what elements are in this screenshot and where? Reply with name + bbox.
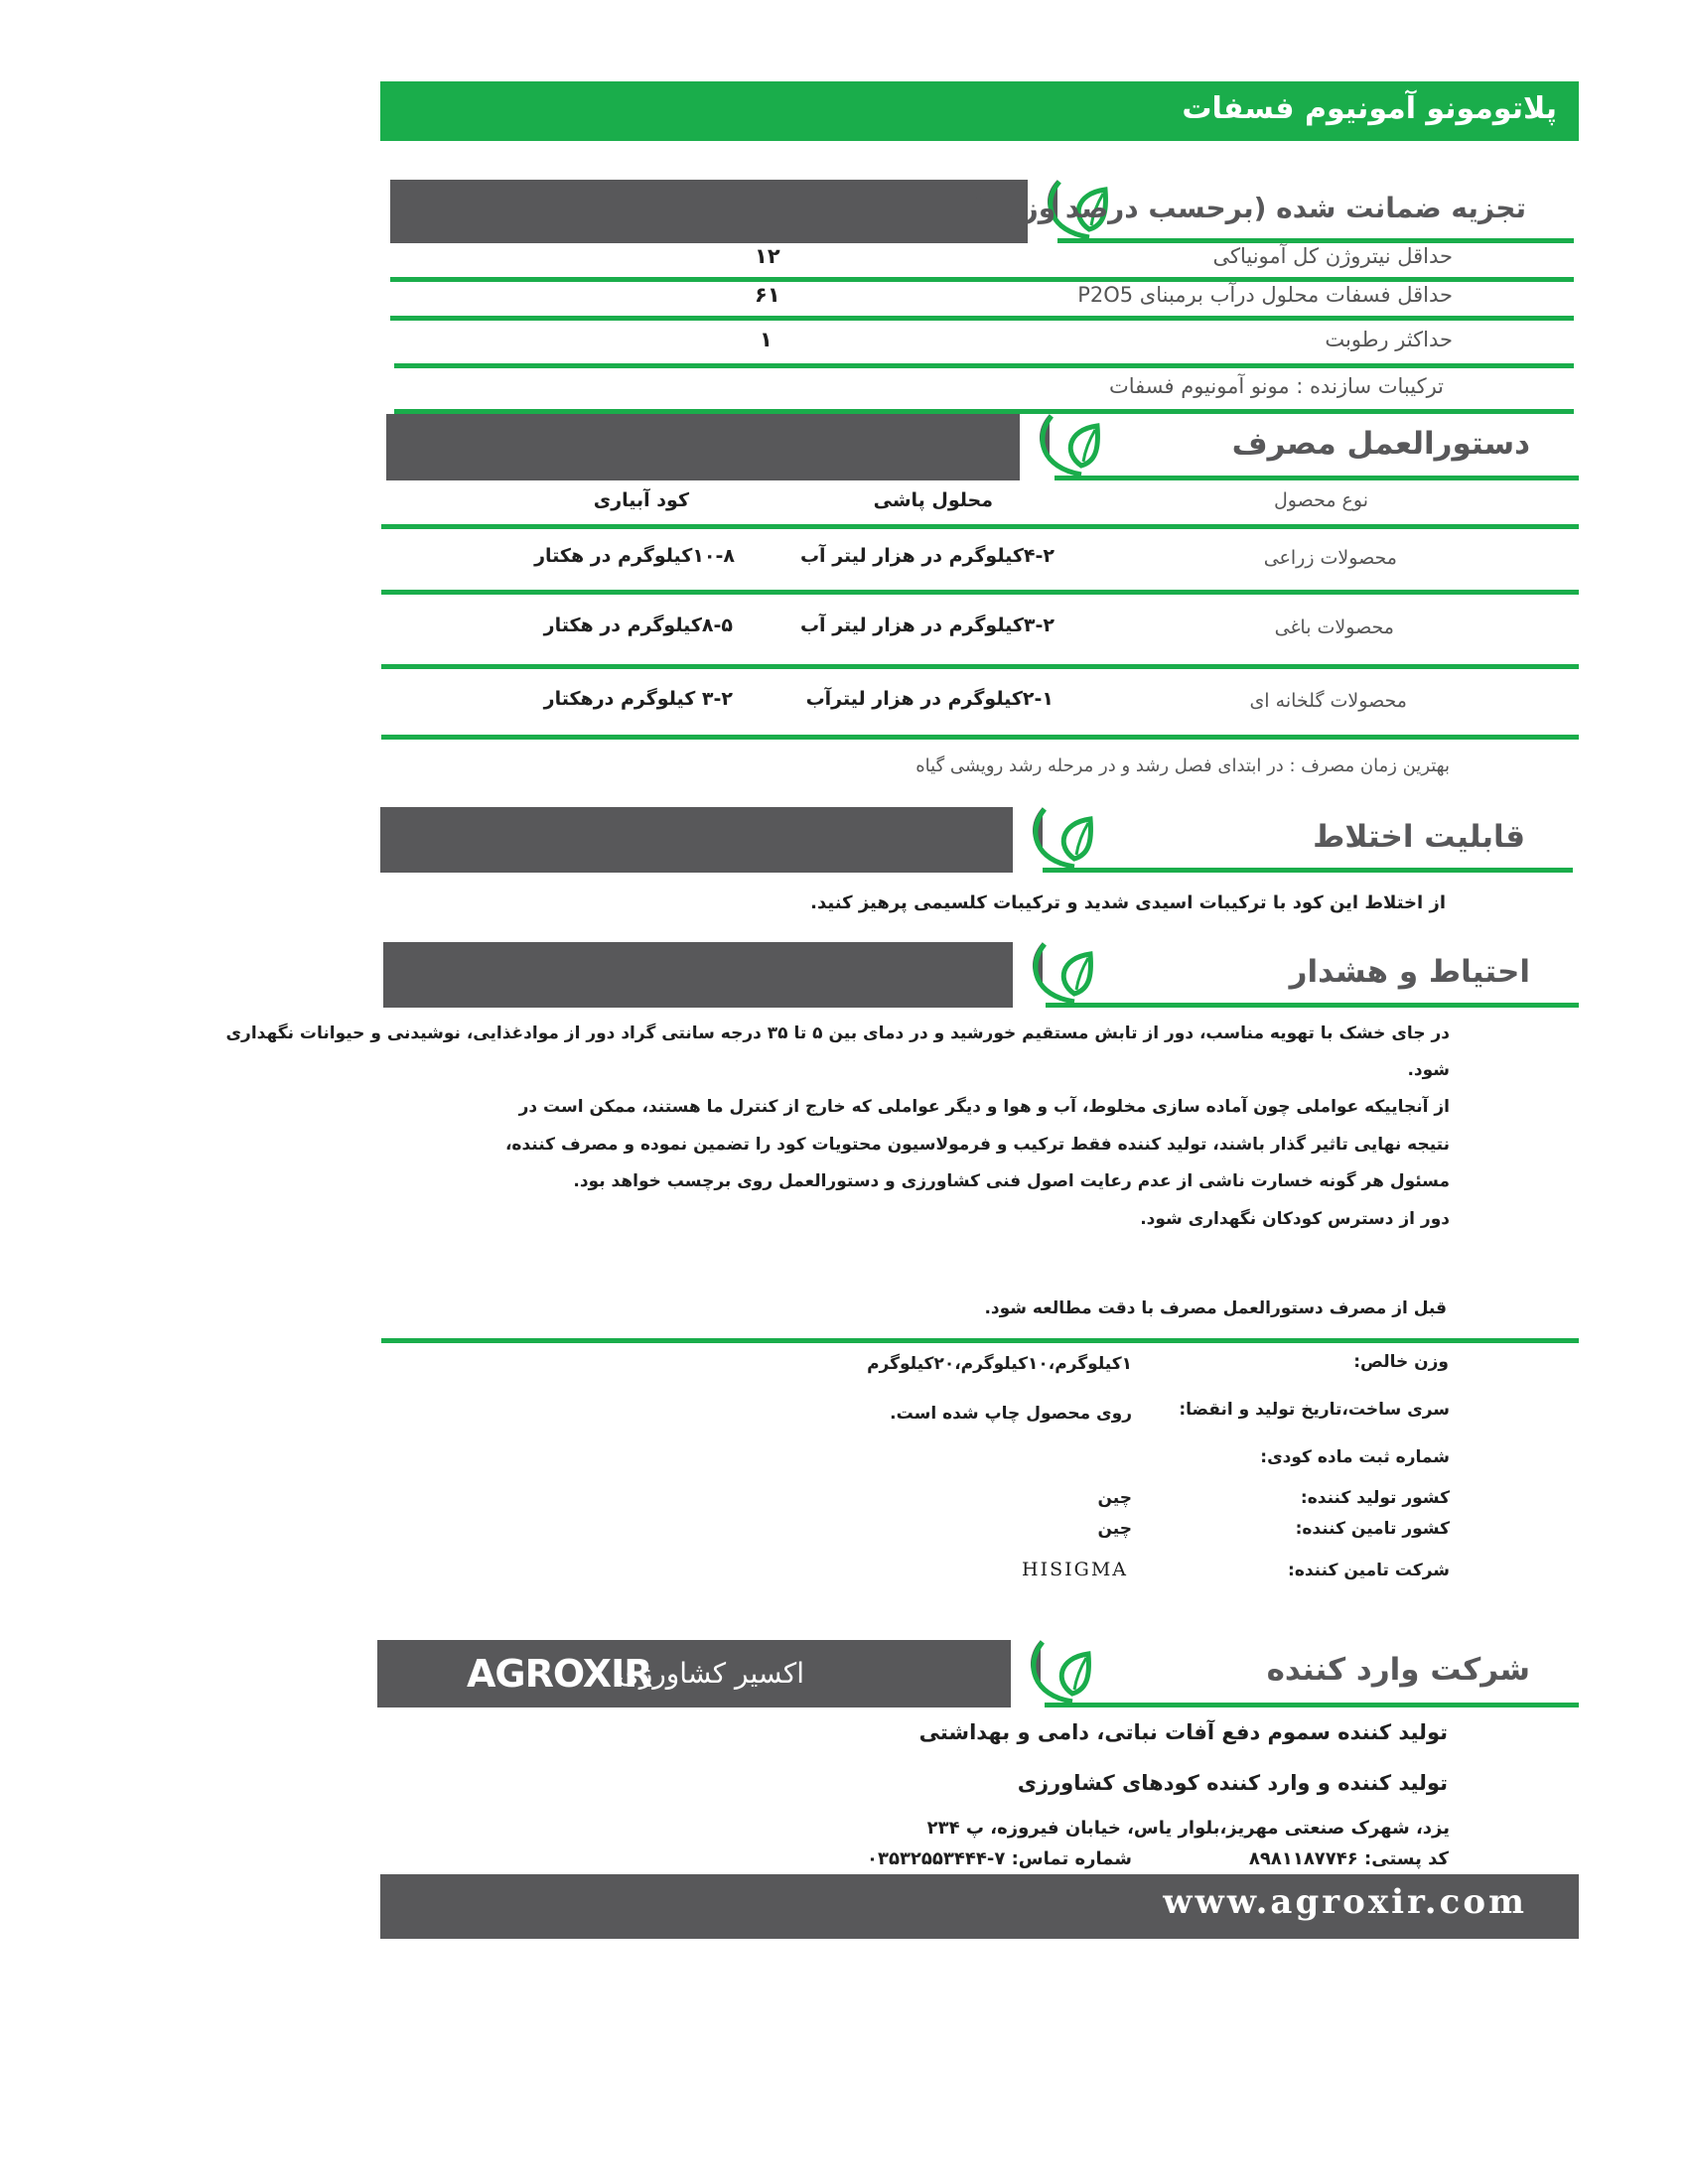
info-value-net-weight: ۱کیلوگرم،۱۰کیلوگرم،۲۰کیلوگرم xyxy=(867,1354,1132,1374)
importer-phone: شماره تماس: ۷-۰۳۵۳۲۵۵۳۴۴۴ xyxy=(866,1848,1132,1869)
importer-company-name: اکسیر کشاورزی xyxy=(617,1657,804,1690)
analysis-value-3: ۱ xyxy=(760,328,773,351)
usage-crop-2: محصولات باغی xyxy=(1274,616,1394,638)
importer-section-header xyxy=(377,1640,1579,1707)
mixing-heading: قابلیت اختلاط xyxy=(1313,819,1525,855)
warning-line-1: در جای خشک با تهویه مناسب، دور از تابش مستقیم خورشید و در دمای بین ۵ تا ۳۵ درجه سانتی گراد دور از موادغذایی، نوشیدنی و حیوانات نگهداری xyxy=(225,1024,1450,1043)
usage-heading: دستورالعمل مصرف xyxy=(1231,426,1530,462)
usage-fertigation-3: ۳-۲ کیلوگرم درهکتار xyxy=(543,688,733,710)
usage-separator xyxy=(381,664,1579,669)
info-value-batch: روی محصول چاپ شده است. xyxy=(890,1404,1132,1424)
composition-text: ترکیبات سازنده : مونو آمونیوم فسفات xyxy=(1108,374,1444,398)
usage-section-header xyxy=(386,414,1579,480)
warning-line-2: شود. xyxy=(1407,1060,1450,1080)
leaf-icon xyxy=(1020,414,1109,480)
importer-heading: شرکت وارد کننده xyxy=(1266,1652,1530,1688)
info-separator xyxy=(381,1338,1579,1343)
usage-fertigation-1: ۱۰-۸کیلوگرم در هکتار xyxy=(534,545,735,567)
importer-line-1: تولید کننده سموم دفع آفات نباتی، دامی و بهداشتی xyxy=(918,1720,1448,1744)
analysis-label-3: حداکثر رطوبت xyxy=(1325,328,1453,351)
usage-separator xyxy=(381,590,1579,595)
info-label-batch: سری ساخت،تاریخ تولید و انقضا: xyxy=(1179,1400,1450,1420)
col-header-fertigation: کود آبیاری xyxy=(593,489,689,511)
usage-spray-2: ۳-۲کیلوگرم در هزار لیتر آب xyxy=(799,614,1055,636)
usage-fertigation-2: ۸-۵کیلوگرم در هکتار xyxy=(543,614,733,636)
info-label-producer-country: کشور تولید کننده: xyxy=(1300,1488,1450,1508)
warning-line-5: مسئول هر گونه خسارت ناشی از عدم رعایت اصول فنی کشاورزی و دستورالعمل روی برچسب خواهد بود. xyxy=(573,1171,1450,1191)
leaf-icon xyxy=(1011,1640,1100,1707)
mixing-section-header xyxy=(380,807,1573,873)
importer-address: یزد، شهرک صنعتی مهریز،بلوار یاس، خیابان فیروزه، پ ۲۳۴ xyxy=(926,1818,1450,1839)
analysis-value-2: ۶۱ xyxy=(755,283,780,307)
info-value-supplier-country: چین xyxy=(1097,1519,1132,1539)
best-time-text: بهترین زمان مصرف : در ابتدای فصل رشد و در مرحله رشد رویشی گیاه xyxy=(915,755,1450,776)
warning-line-4: نتیجه نهایی تاثیر گذار باشند، تولید کننده فقط ترکیب و فرمولاسیون محتویات کود را تضمین نموده و مصرف کننده، xyxy=(504,1135,1450,1155)
info-label-supplier-country: کشور تامین کننده: xyxy=(1295,1519,1450,1539)
page-title: پلاتومونو آمونیوم فسفات xyxy=(1182,91,1557,126)
usage-spray-1: ۴-۲کیلوگرم در هزار لیتر آب xyxy=(799,545,1055,567)
warning-section-header xyxy=(383,942,1579,1008)
importer-line-2: تولید کننده و وارد کننده کودهای کشاورزی xyxy=(1017,1771,1448,1795)
info-label-net-weight: وزن خالص: xyxy=(1353,1352,1449,1372)
analysis-value-1: ۱۲ xyxy=(755,244,780,268)
col-header-spray: محلول پاشی xyxy=(873,489,993,511)
usage-spray-3: ۲-۱کیلوگرم در هزار لیترآب xyxy=(805,688,1054,710)
analysis-label-1: حداقل نیتروژن کل آمونیاکی xyxy=(1212,244,1453,268)
analysis-label-2: حداقل فسفات محلول درآب برمبنای P2O5 xyxy=(1077,283,1453,307)
analysis-section-header xyxy=(390,180,1574,243)
warning-line-3: از آنجاییکه عواملی چون آماده سازی مخلوط، آب و هوا و دیگر عواملی که خارج از کنترل ما هستند، ممکن است در xyxy=(518,1097,1450,1117)
warning-line-6: دور از دسترس کودکان نگهداری شود. xyxy=(1140,1209,1450,1229)
mixing-text: از اختلاط این کود با ترکیبات اسیدی شدید و ترکیبات کلسیمی پرهیز کنید. xyxy=(810,892,1446,913)
info-value-supplier-company: HISIGMA xyxy=(1022,1559,1128,1580)
importer-postal-code: کد پستی: ۸۹۸۱۱۸۷۷۴۶ xyxy=(1248,1848,1449,1869)
usage-crop-3: محصولات گلخانه ای xyxy=(1249,690,1407,712)
agroxir-logo: AGROXIR xyxy=(467,1652,652,1696)
read-before-text: قبل از مصرف دستورالعمل مصرف با دقت مطالعه شود. xyxy=(984,1298,1447,1318)
col-header-crop: نوع محصول xyxy=(1273,489,1368,511)
info-label-registration: شماره ثبت ماده کودی: xyxy=(1260,1447,1450,1467)
usage-separator xyxy=(381,524,1579,529)
leaf-icon xyxy=(1013,807,1102,873)
analysis-separator xyxy=(390,316,1574,321)
warning-heading: احتیاط و هشدار xyxy=(1289,954,1530,990)
analysis-separator xyxy=(394,363,1574,368)
usage-separator xyxy=(381,735,1579,740)
usage-crop-1: محصولات زراعی xyxy=(1263,547,1397,569)
website-link[interactable]: www.agroxir.com xyxy=(1163,1882,1527,1922)
info-label-supplier-company: شرکت تامین کننده: xyxy=(1288,1561,1450,1580)
analysis-heading: تجزیه ضمانت شده (برحسب درصد وزنی): xyxy=(959,192,1526,224)
website-bar xyxy=(380,1874,1579,1939)
leaf-icon xyxy=(1013,942,1102,1008)
title-bar xyxy=(380,81,1579,141)
info-value-producer-country: چین xyxy=(1097,1488,1132,1508)
analysis-separator xyxy=(390,277,1574,282)
